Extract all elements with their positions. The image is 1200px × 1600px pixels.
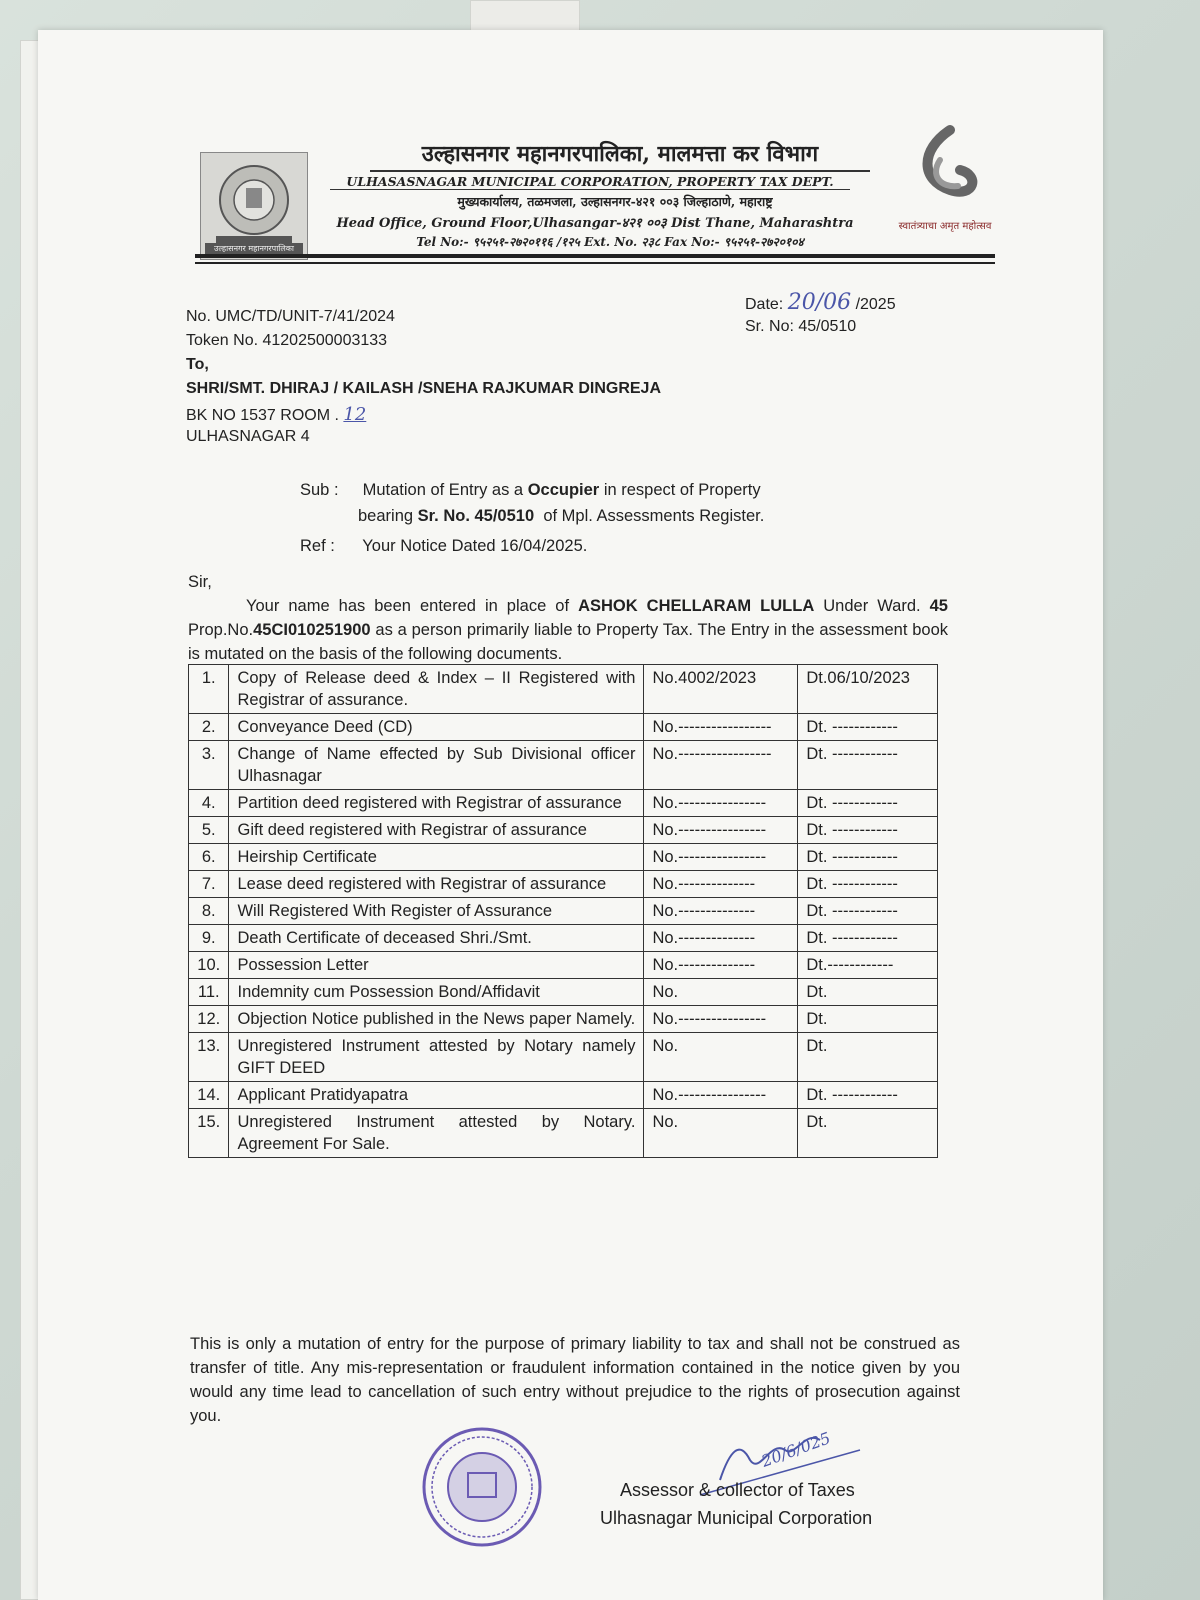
subject-text-b: in respect of Property: [603, 481, 761, 499]
doc-date-field: Dt.: [798, 1033, 938, 1082]
doc-date-field: Dt. ------------: [798, 844, 938, 871]
doc-no-field: No.--------------: [644, 925, 798, 952]
signatory-title: Assessor & collector of Taxes: [620, 1480, 855, 1500]
doc-number: 7.: [189, 871, 229, 898]
doc-number: 10.: [189, 952, 229, 979]
doc-no-field: No.----------------: [644, 790, 798, 817]
doc-no-field: No.----------------: [644, 844, 798, 871]
document-row: [189, 952, 938, 979]
documents-table: [188, 664, 938, 1158]
doc-date-field: Dt. ------------: [798, 790, 938, 817]
doc-number: 9.: [189, 925, 229, 952]
doc-description: Applicant Pratidyapatra: [229, 1082, 644, 1109]
addressee: SHRI/SMT. DHIRAJ / KAILASH /SNEHA RAJKUMAR DINGREJA: [186, 380, 661, 397]
doc-number: 5.: [189, 817, 229, 844]
document-row: [189, 1082, 938, 1109]
token-no: Token No. 41202500003133: [186, 332, 388, 349]
subject-text-c: bearing: [358, 507, 414, 525]
doc-no-field: No.-----------------: [644, 714, 798, 741]
doc-date-field: Dt.: [798, 1006, 938, 1033]
document-row: [189, 1033, 938, 1082]
subject-occupier: Occupier: [527, 481, 600, 499]
document-row: [189, 714, 938, 741]
subject-line: [300, 478, 920, 502]
doc-date-field: Dt. ------------: [798, 898, 938, 925]
doc-number: 11.: [189, 979, 229, 1006]
header-tel-line: Tel No:- ९५२५१-२७२०११६ /१२५ Ext. No. २३८ Fax No:- ९५२५१-२७२०१०४: [416, 235, 804, 249]
doc-no-field: No.-----------------: [644, 741, 798, 790]
doc-no-field: No.4002/2023: [644, 665, 798, 714]
body-text-a: Your name has been entered in place of: [246, 597, 570, 615]
body-paragraph: [188, 594, 948, 666]
date-handwritten: 20/06: [787, 290, 852, 315]
body-text-d: as a person primarily liable to Property Tax. The Entry in the assessment book is mutated on the basis of the following documents.: [188, 621, 948, 663]
emblem-caption: उल्हासनगर महानगरपालिका: [205, 243, 303, 254]
reference-line: [300, 534, 587, 558]
document-row: [189, 817, 938, 844]
doc-date-field: Dt. ------------: [798, 714, 938, 741]
doc-no-field: No.----------------: [644, 1006, 798, 1033]
signatory-organization: Ulhasnagar Municipal Corporation: [600, 1508, 873, 1528]
header-rule-thin: [195, 262, 995, 264]
document-row: [189, 979, 938, 1006]
doc-number: 8.: [189, 898, 229, 925]
logo-caption: स्वातंत्र्याचा अमृत महोत्सव: [898, 221, 992, 232]
doc-date-field: Dt.06/10/2023: [798, 665, 938, 714]
doc-description: Possession Letter: [229, 952, 644, 979]
date-year: /2025: [855, 296, 896, 313]
doc-number: 1.: [189, 665, 229, 714]
body-previous-owner: ASHOK CHELLARAM LULLA: [578, 597, 815, 615]
header-title-english: ULHASASNAGAR MUNICIPAL CORPORATION, PROPERTY TAX DEPT.: [330, 174, 850, 190]
doc-date-field: Dt. ------------: [798, 871, 938, 898]
header-address-english: Head Office, Ground Floor,Ulhasangar-४२१ ००३ Dist Thane, Maharashtra: [336, 216, 854, 231]
document-row: [189, 871, 938, 898]
doc-no-field: No.--------------: [644, 898, 798, 925]
doc-description: Partition deed registered with Registrar of assurance: [229, 790, 644, 817]
header-rule-thick: [195, 254, 995, 258]
ref-no: No. UMC/TD/UNIT-7/41/2024: [186, 308, 395, 325]
doc-no-field: No.: [644, 1033, 798, 1082]
sr-no: Sr. No: 45/0510: [745, 318, 857, 335]
doc-date-field: Dt. ------------: [798, 925, 938, 952]
document-row: [189, 898, 938, 925]
doc-number: 15.: [189, 1109, 229, 1158]
doc-no-field: No.: [644, 979, 798, 1006]
signature-date-handwritten: 20/6/025: [758, 1428, 833, 1471]
document-row: [189, 790, 938, 817]
doc-date-field: Dt.: [798, 1109, 938, 1158]
doc-no-field: No.: [644, 1109, 798, 1158]
body-text-b: Under Ward.: [823, 597, 921, 615]
address-line-1: [186, 404, 366, 425]
date-line: [745, 290, 896, 315]
doc-number: 6.: [189, 844, 229, 871]
body-ward: 45: [929, 597, 948, 615]
subject-text-a: Mutation of Entry as a: [362, 481, 524, 499]
header-title-marathi: उल्हासनगर महानगरपालिका, मालमत्ता कर विभाग: [370, 138, 870, 172]
room-handwritten: 12: [343, 404, 367, 425]
doc-date-field: Dt. ------------: [798, 817, 938, 844]
document-row: [189, 1006, 938, 1033]
address-line-2: ULHASNAGAR 4: [186, 428, 310, 445]
document-row: [189, 1109, 938, 1158]
reference-text: Your Notice Dated 16/04/2025.: [362, 537, 588, 555]
doc-no-field: No.--------------: [644, 871, 798, 898]
doc-description: Death Certificate of deceased Shri./Smt.: [229, 925, 644, 952]
subject-sr-no: Sr. No. 45/0510: [417, 507, 535, 525]
header-address-marathi: मुख्यकार्यालय, तळमजला, उल्हासनगर-४२१ ००३ जिल्हाठाणे, महाराष्ट्र: [457, 194, 773, 209]
date-label: Date:: [745, 296, 784, 313]
subject-text-d: of Mpl. Assessments Register.: [543, 507, 765, 525]
doc-date-field: Dt.: [798, 979, 938, 1006]
doc-number: 4.: [189, 790, 229, 817]
doc-description: Heirship Certificate: [229, 844, 644, 871]
doc-description: Objection Notice published in the News paper Namely.: [229, 1006, 644, 1033]
official-seal: [420, 1425, 545, 1550]
doc-number: 3.: [189, 741, 229, 790]
doc-no-field: No.--------------: [644, 952, 798, 979]
doc-description: Conveyance Deed (CD): [229, 714, 644, 741]
doc-number: 2.: [189, 714, 229, 741]
reference-label: Ref :: [300, 537, 335, 555]
doc-description: Gift deed registered with Registrar of assurance: [229, 817, 644, 844]
subject-line-2: [358, 504, 938, 528]
doc-description: Change of Name effected by Sub Divisional officer Ulhasnagar: [229, 741, 644, 790]
doc-description: Lease deed registered with Registrar of assurance: [229, 871, 644, 898]
disclaimer-note: This is only a mutation of entry for the purpose of primary liability to tax and shall not be construed as transfer of title. Any mis-representation or fraudulent information contained in the notice given by you would any time lead to cancellation of such entry without prejudice to the rights of prosecution against you.: [190, 1335, 960, 1425]
doc-number: 14.: [189, 1082, 229, 1109]
doc-description: Will Registered With Register of Assurance: [229, 898, 644, 925]
doc-date-field: Dt. ------------: [798, 1082, 938, 1109]
to-label: To,: [186, 356, 209, 373]
doc-date-field: Dt.------------: [798, 952, 938, 979]
body-text-c: Prop.No.: [188, 621, 254, 639]
document-row: [189, 741, 938, 790]
salutation: Sir,: [188, 573, 212, 591]
doc-no-field: No.----------------: [644, 1082, 798, 1109]
doc-number: 12.: [189, 1006, 229, 1033]
document-row: [189, 925, 938, 952]
documents-table-body: [189, 665, 938, 1158]
doc-no-field: No.----------------: [644, 817, 798, 844]
address-text: BK NO 1537 ROOM .: [186, 407, 339, 424]
document-row: [189, 844, 938, 871]
doc-description: Unregistered Instrument attested by Notary. Agreement For Sale.: [229, 1109, 644, 1158]
doc-description: Indemnity cum Possession Bond/Affidavit: [229, 979, 644, 1006]
doc-description: Copy of Release deed & Index – II Registered with Registrar of assurance.: [229, 665, 644, 714]
doc-description: Unregistered Instrument attested by Notary namely GIFT DEED: [229, 1033, 644, 1082]
body-prop-no: 45CI010251900: [253, 621, 371, 639]
document-row: [189, 665, 938, 714]
doc-date-field: Dt. ------------: [798, 741, 938, 790]
subject-label: Sub :: [300, 481, 339, 499]
doc-number: 13.: [189, 1033, 229, 1082]
